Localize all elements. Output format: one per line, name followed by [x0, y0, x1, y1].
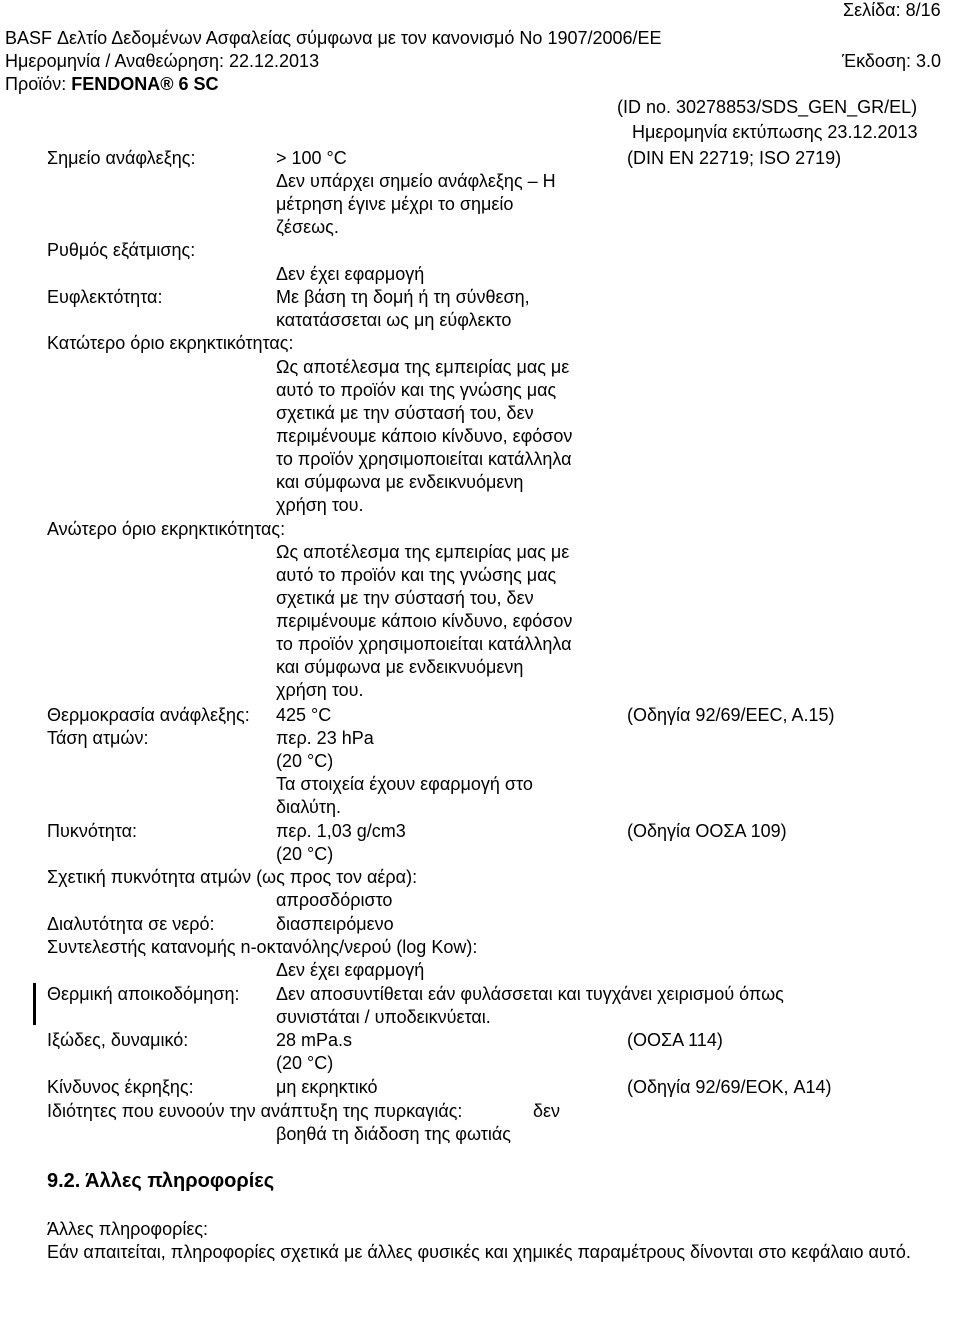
other-info-label: Άλλες πληροφορίες:: [47, 1219, 209, 1239]
revision-date: Ημερομηνία / Αναθεώρηση: 22.12.2013: [5, 51, 320, 71]
water-solubility-label: Διαλυτότητα σε νερό:: [47, 914, 215, 934]
explosion-hazard-method: (Οδηγία 92/69/ΕΟΚ, A14): [627, 1077, 832, 1097]
autoignition-value: 425 °C: [276, 705, 332, 725]
partition-coefficient-value: Δεν έχει εφαρμογή: [276, 960, 425, 980]
flash-point-note: ζέσεως.: [276, 217, 339, 237]
upper-explosion-limit-value: αυτό το προϊόν και της γνώσης μας: [276, 565, 557, 585]
vapour-pressure-value: Τα στοιχεία έχουν εφαρμογή στο: [276, 774, 533, 794]
lower-explosion-limit-value: χρήση του.: [276, 495, 364, 515]
fire-promoting-value: βοηθά τη διάδοση της φωτιάς: [276, 1124, 511, 1144]
flash-point-value: > 100 °C: [276, 148, 347, 168]
product-label: Προϊόν:: [5, 74, 67, 94]
partition-coefficient-label: Συντελεστής κατανομής n-οκτανόλης/νερού (log Kow):: [47, 937, 478, 957]
fire-promoting-value: δεν: [533, 1101, 561, 1121]
viscosity-label: Ιξώδες, δυναμικό:: [47, 1030, 189, 1050]
upper-explosion-limit-value: το προϊόν χρησιμοποιείται κατάλληλα: [276, 634, 572, 654]
upper-explosion-limit-value: Ως αποτέλεσμα της εμπειρίας μας με: [276, 542, 570, 562]
thermal-decomposition-value: Δεν αποσυντίθεται εάν φυλάσσεται και τυγχάνει χειρισμού όπως: [276, 984, 784, 1004]
upper-explosion-limit-value: σχετικά με την σύστασή του, δεν: [276, 588, 534, 608]
flash-point-note: Δεν υπάρχει σημείο ανάφλεξης – Η: [276, 171, 556, 191]
vapour-pressure-value: (20 °C): [276, 751, 334, 771]
page-number: Σελίδα: 8/16: [843, 0, 941, 20]
viscosity-method: (ΟΟΣΑ 114): [627, 1030, 723, 1050]
lower-explosion-limit-value: Ως αποτέλεσμα της εμπειρίας μας με: [276, 357, 570, 377]
flammability-value: κατατάσσεται ως μη εύφλεκτο: [276, 310, 512, 330]
lower-explosion-limit-value: περιμένουμε κάποιο κίνδυνο, εφόσον: [276, 426, 573, 446]
viscosity-value: 28 mPa.s: [276, 1030, 353, 1050]
upper-explosion-limit-value: και σύμφωνα με ενδεικνυόμενη: [276, 657, 524, 677]
flash-point-note: μέτρηση έγινε μέχρι το σημείο: [276, 194, 514, 214]
explosion-hazard-label: Κίνδυνος έκρηξης:: [47, 1077, 194, 1097]
section-heading-9-2: 9.2. Άλλες πληροφορίες: [47, 1170, 275, 1192]
viscosity-value: (20 °C): [276, 1053, 334, 1073]
fire-promoting-label: Ιδιότητες που ευνοούν την ανάπτυξη της πυρκαγιάς:: [47, 1101, 463, 1121]
revision-change-bar: [33, 983, 36, 1025]
thermal-decomposition-label: Θερμική αποικοδόμηση:: [47, 984, 240, 1004]
upper-explosion-limit-value: χρήση του.: [276, 680, 364, 700]
flash-point-method: (DIN EN 22719; ISO 2719): [627, 148, 842, 168]
density-value: (20 °C): [276, 844, 334, 864]
evaporation-rate-value: Δεν έχει εφαρμογή: [276, 264, 425, 284]
thermal-decomposition-value: συνιστάται / υποδεικνύεται.: [276, 1007, 491, 1027]
upper-explosion-limit-value: περιμένουμε κάποιο κίνδυνο, εφόσον: [276, 611, 573, 631]
upper-explosion-limit-label: Ανώτερο όριο εκρηκτικότητας:: [47, 519, 286, 539]
water-solubility-value: διασπειρόμενο: [276, 914, 394, 934]
vapour-pressure-label: Τάση ατμών:: [47, 728, 149, 748]
flammability-value: Με βάση τη δομή ή τη σύνθεση,: [276, 287, 530, 307]
vapour-pressure-value: περ. 23 hPa: [276, 728, 374, 748]
version: Έκδοση: 3.0: [842, 51, 942, 71]
density-label: Πυκνότητα:: [47, 821, 137, 841]
relative-vapour-density-label: Σχετική πυκνότητα ατμών (ως προς τον αέρα):: [47, 867, 418, 887]
product-name: FENDONA® 6 SC: [71, 74, 219, 94]
explosion-hazard-value: μη εκρηκτικό: [276, 1077, 378, 1097]
lower-explosion-limit-value: αυτό το προϊόν και της γνώσης μας: [276, 380, 557, 400]
vapour-pressure-value: διαλύτη.: [276, 797, 341, 817]
relative-vapour-density-value: απροσδόριστο: [276, 890, 393, 910]
density-method: (Οδηγία ΟΟΣΑ 109): [627, 821, 787, 841]
autoignition-method: (Οδηγία 92/69/EEC, A.15): [627, 705, 835, 725]
other-info-text: Εάν απαιτείται, πληροφορίες σχετικά με άλλες φυσικές και χημικές παραμέτρους δίνονται στο κεφάλαιο αυτό.: [47, 1242, 911, 1262]
lower-explosion-limit-value: το προϊόν χρησιμοποιείται κατάλληλα: [276, 449, 572, 469]
id-number: (ID no. 30278853/SDS_GEN_GR/EL): [617, 97, 918, 117]
product-line: [5, 73, 219, 96]
density-value: περ. 1,03 g/cm3: [276, 821, 406, 841]
lower-explosion-limit-label: Κατώτερο όριο εκρηκτικότητας:: [47, 333, 294, 353]
document-title: BASF Δελτίο Δεδομένων Ασφαλείας σύμφωνα με τον κανονισμό No 1907/2006/EE: [5, 28, 662, 48]
autoignition-label: Θερμοκρασία ανάφλεξης:: [47, 705, 250, 725]
evaporation-rate-label: Ρυθμός εξάτμισης:: [47, 240, 196, 260]
flammability-label: Ευφλεκτότητα:: [47, 287, 163, 307]
flash-point-label: Σημείο ανάφλεξης:: [47, 148, 196, 168]
lower-explosion-limit-value: και σύμφωνα με ενδεικνυόμενη: [276, 472, 524, 492]
print-date: Ημερομηνία εκτύπωσης 23.12.2013: [632, 122, 918, 142]
lower-explosion-limit-value: σχετικά με την σύστασή του, δεν: [276, 403, 534, 423]
